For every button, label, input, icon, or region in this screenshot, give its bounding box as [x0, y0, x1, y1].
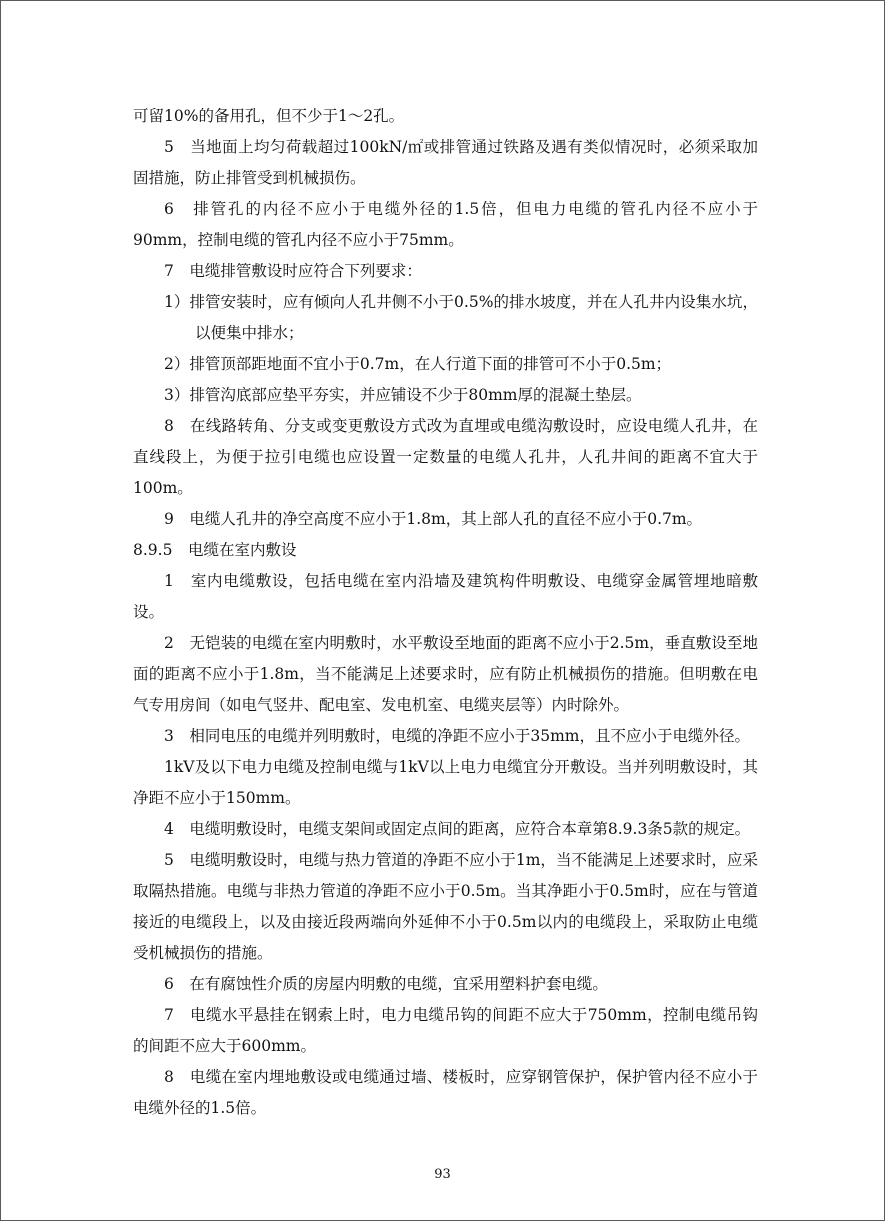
paragraph: 2 无铠装的电缆在室内明敷时，水平敷设至地面的距离不应小于2.5m，垂直敷设至地面的距离不应小于1.8m，当不能满足上述要求时，应有防止机械损伤的措施。但明敷在电气专用房间（如电气竖井、配电室、发电机室、电缆夹层等）内时除外。	[133, 634, 758, 714]
page-number: 93	[434, 1167, 451, 1182]
paragraph: 8 电缆在室内埋地敷设或电缆通过墙、楼板时，应穿钢管保护，保护管内径不应小于电缆外径的1.5倍。	[133, 1068, 758, 1117]
section-heading: 8.9.5 电缆在室内敷设	[133, 541, 297, 559]
paragraph: 5 当地面上均匀荷载超过100kN/㎡或排管通过铁路及遇有类似情况时，必须采取加固措施，防止排管受到机械损伤。	[133, 138, 758, 187]
document-body	[133, 101, 758, 1124]
paragraph: 4 电缆明敷设时，电缆支架间或固定点间的距离，应符合本章第8.9.3条5款的规定。	[164, 820, 751, 838]
list-item: 1）排管安装时，应有倾向人孔井侧不小于0.5%的排水坡度，并在人孔井内设集水坑，以便集中排水；	[164, 293, 758, 342]
paragraph: 7 电缆水平悬挂在钢索上时，电力电缆吊钩的间距不应大于750mm，控制电缆吊钩的间距不应大于600mm。	[133, 1006, 758, 1055]
list-item: 2）排管顶部距地面不宜小于0.7m，在人行道下面的排管可不小于0.5m；	[164, 355, 672, 373]
list-item: 3）排管沟底部应垫平夯实，并应铺设不少于80mm厚的混凝土垫层。	[164, 386, 642, 404]
paragraph: 8 在线路转角、分支或变更敷设方式改为直埋或电缆沟敷设时，应设电缆人孔井，在直线段上，为便于拉引电缆也应设置一定数量的电缆人孔井，人孔井间的距离不宜大于100m。	[133, 417, 758, 497]
paragraph: 7 电缆排管敷设时应符合下列要求：	[164, 262, 422, 280]
paragraph: 1 室内电缆敷设，包括电缆在室内沿墙及建筑构件明敷设、电缆穿金属管埋地暗敷设。	[133, 572, 758, 621]
paragraph: 可留10%的备用孔，但不少于1～2孔。	[133, 107, 405, 125]
paragraph: 5 电缆明敷设时，电缆与热力管道的净距不应小于1m，当不能满足上述要求时，应采取隔热措施。电缆与非热力管道的净距不应小于0.5m。当其净距小于0.5m时，应在与管道接近的电缆段上，以及由接近段两端向外延伸不小于0.5m以内的电缆段上，采取防止电缆受机械损伤的措施。	[133, 851, 758, 962]
paragraph: 3 相同电压的电缆并列明敷时，电缆的净距不应小于35mm，且不应小于电缆外径。	[164, 727, 750, 745]
paragraph: 6 排管孔的内径不应小于电缆外径的1.5倍，但电力电缆的管孔内径不应小于90mm，控制电缆的管孔内径不应小于75mm。	[133, 200, 758, 249]
paragraph: 9 电缆人孔井的净空高度不应小于1.8m，其上部人孔的直径不应小于0.7m。	[164, 510, 703, 528]
paragraph: 6 在有腐蚀性介质的房屋内明敷的电缆，宜采用塑料护套电缆。	[164, 975, 608, 993]
paragraph: 1kV及以下电力电缆及控制电缆与1kV以上电力电缆宜分开敷设。当并列明敷设时，其净距不应小于150mm。	[133, 758, 758, 807]
